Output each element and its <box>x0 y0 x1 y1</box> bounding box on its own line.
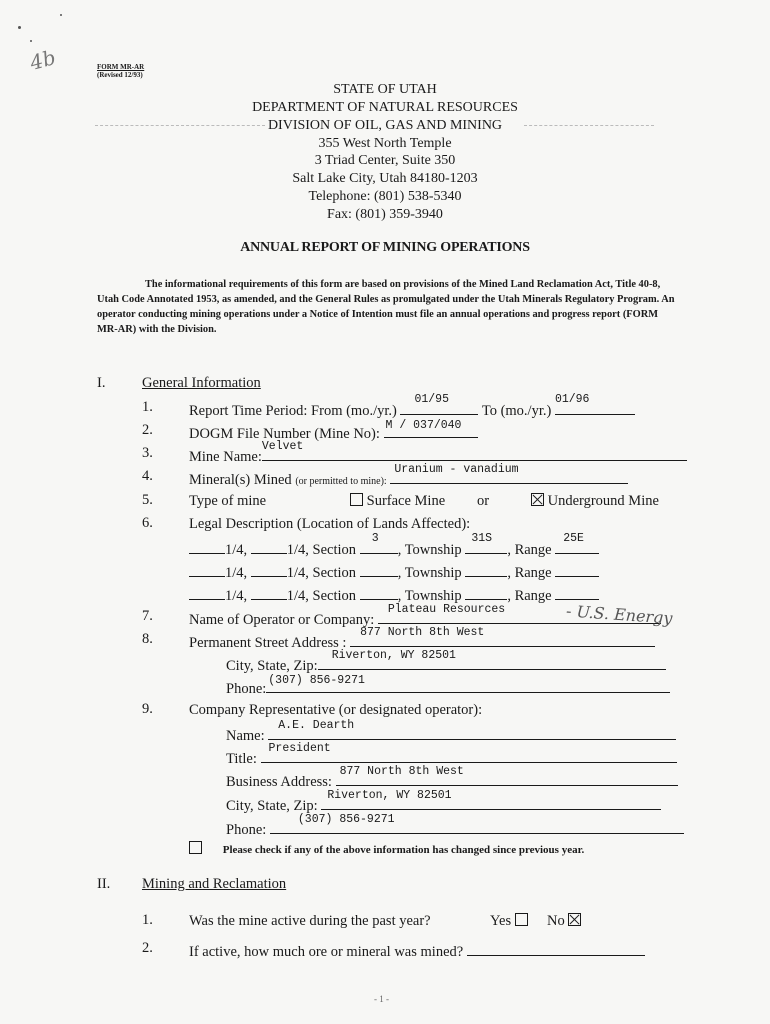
section-title: Mining and Reclamation <box>142 876 287 892</box>
underground-mine-option[interactable]: Underground Mine <box>531 492 659 510</box>
header-address3: Salt Lake City, Utah 84180-1203 <box>292 171 478 186</box>
from-date-field[interactable]: 01/95 <box>400 399 478 415</box>
rep-name-row: Name: A.E. Dearth <box>226 724 676 745</box>
changed-row: Please check if any of the above information has changed since previous year. <box>189 841 584 859</box>
minerals-field[interactable]: Uranium - vanadium <box>390 468 628 484</box>
operator-field[interactable]: Plateau Resources <box>378 608 661 624</box>
legal-row-2: 1/4, 1/4, Section , Township , Range <box>189 561 599 582</box>
item-number: 1. <box>142 912 153 928</box>
section-field[interactable]: 3 <box>360 538 398 554</box>
item-number: 8. <box>142 631 153 647</box>
yes-checkbox[interactable] <box>515 913 528 926</box>
changed-checkbox[interactable] <box>189 841 202 854</box>
city-field[interactable]: Riverton, WY 82501 <box>318 654 666 670</box>
quarter-field[interactable] <box>251 538 287 554</box>
street-row: Permanent Street Address : 877 North 8th West <box>189 631 655 652</box>
item-number: 2. <box>142 422 153 438</box>
operator-handwritten-note: - U.S. Energy <box>565 601 674 628</box>
street-field[interactable]: 877 North 8th West <box>350 631 655 647</box>
form-revised: (Revised 12/93) <box>97 71 143 79</box>
scan-speck <box>18 26 21 29</box>
legal-row-1: 1/4, 1/4, Section 3 , Township 31S , Range 25E <box>189 538 599 559</box>
section-numeral: II. <box>97 876 111 892</box>
form-id: FORM MR-AR <box>97 63 145 71</box>
rep-label: Company Representative (or designated operator): <box>189 702 483 718</box>
township-field[interactable] <box>465 561 507 577</box>
ore-mined-field[interactable] <box>467 940 645 956</box>
township-field[interactable] <box>465 584 507 600</box>
surface-mine-checkbox[interactable] <box>350 493 363 506</box>
range-field[interactable] <box>555 561 599 577</box>
header-telephone: Telephone: (801) 538-5340 <box>308 189 462 204</box>
scan-speck <box>60 14 62 16</box>
header-address2: 3 Triad Center, Suite 350 <box>314 153 456 168</box>
city-row: City, State, Zip: Riverton, WY 82501 <box>226 654 666 675</box>
quarter-field[interactable] <box>189 561 225 577</box>
no-checkbox[interactable] <box>568 913 581 926</box>
section-numeral: I. <box>97 375 106 391</box>
item-number: 2. <box>142 940 153 956</box>
scan-speck <box>30 40 32 42</box>
intro-paragraph: The informational requirements of this form are based on provisions of the Mined Land Reclamation Act, Title 40-8, Utah Code Annotated 1953, as amended, and the General Rules as promulgated under the Utah Minerals Regulatory Program. An operator conducting mining operations under a Notice of Intention must file an annual operations and progress report (FORM MR-AR) with the Division. <box>97 279 675 335</box>
phone-row: Phone: (307) 856-9271 <box>226 677 670 698</box>
mine-type-row: Type of mine <box>189 493 267 509</box>
underground-mine-checkbox[interactable] <box>531 493 544 506</box>
township-field[interactable]: 31S <box>465 538 507 554</box>
header-state: STATE OF UTAH <box>333 82 437 97</box>
range-field[interactable] <box>555 584 599 600</box>
rep-phone-row: Phone: (307) 856-9271 <box>226 818 684 839</box>
item-number: 6. <box>142 515 153 531</box>
quarter-field[interactable] <box>189 584 225 600</box>
surface-mine-option[interactable]: Surface Mine <box>350 492 445 510</box>
phone-field[interactable]: (307) 856-9271 <box>266 677 670 693</box>
quarter-field[interactable] <box>251 584 287 600</box>
rep-city-field[interactable]: Riverton, WY 82501 <box>321 794 661 810</box>
item-number: 9. <box>142 701 153 717</box>
range-field[interactable]: 25E <box>555 538 599 554</box>
rep-city-row: City, State, Zip: Riverton, WY 82501 <box>226 794 661 815</box>
item-number: 7. <box>142 608 153 624</box>
legal-row-3: 1/4, 1/4, Section , Township , Range <box>189 584 599 605</box>
item-number: 3. <box>142 445 153 461</box>
header-address1: 355 West North Temple <box>318 136 452 151</box>
mine-name-row: Mine Name: Velvet <box>189 445 687 466</box>
section-field[interactable] <box>360 584 398 600</box>
no-option[interactable]: No <box>547 912 581 930</box>
or-label: or <box>477 493 490 509</box>
quarter-field[interactable] <box>189 538 225 554</box>
rep-phone-field[interactable]: (307) 856-9271 <box>270 818 684 834</box>
page-number: - 1 - <box>374 994 389 1004</box>
mine-name-field[interactable]: Velvet <box>262 445 687 461</box>
header-division: DIVISION OF OIL, GAS AND MINING <box>267 118 503 133</box>
item-number: 5. <box>142 492 153 508</box>
yes-option[interactable]: Yes <box>490 912 528 930</box>
section-field[interactable] <box>360 561 398 577</box>
page-title: ANNUAL REPORT OF MINING OPERATIONS <box>240 240 530 255</box>
quarter-field[interactable] <box>251 561 287 577</box>
item-number: 4. <box>142 468 153 484</box>
rep-name-field[interactable]: A.E. Dearth <box>268 724 676 740</box>
section-title: General Information <box>142 375 261 391</box>
legal-description-label: Legal Description (Location of Lands Affected): <box>189 516 471 532</box>
report-period-row: Report Time Period: From (mo./yr.) 01/95 To (mo./yr.) 01/96 <box>189 399 635 420</box>
to-date-field[interactable]: 01/96 <box>555 399 635 415</box>
divider-right <box>524 125 654 126</box>
operator-row: Name of Operator or Company: Plateau Resources <box>189 608 661 629</box>
file-number-row: DOGM File Number (Mine No): M / 037/040 <box>189 422 478 443</box>
rep-title-field[interactable]: President <box>261 747 677 763</box>
rep-title-row: Title: President <box>226 747 677 768</box>
biz-address-field[interactable]: 877 North 8th West <box>336 770 678 786</box>
item-number: 1. <box>142 399 153 415</box>
header-fax: Fax: (801) 359-3940 <box>327 207 443 222</box>
margin-handwriting: 4b <box>27 45 59 75</box>
header-department: DEPARTMENT OF NATURAL RESOURCES <box>252 100 518 115</box>
active-question: Was the mine active during the past year? <box>189 913 431 929</box>
ore-mined-row: If active, how much ore or mineral was mined? <box>189 940 645 961</box>
file-number-field[interactable]: M / 037/040 <box>384 422 478 438</box>
minerals-row: Mineral(s) Mined (or permitted to mine): Uranium - vanadium <box>189 468 628 491</box>
biz-address-row: Business Address: 877 North 8th West <box>226 770 678 791</box>
